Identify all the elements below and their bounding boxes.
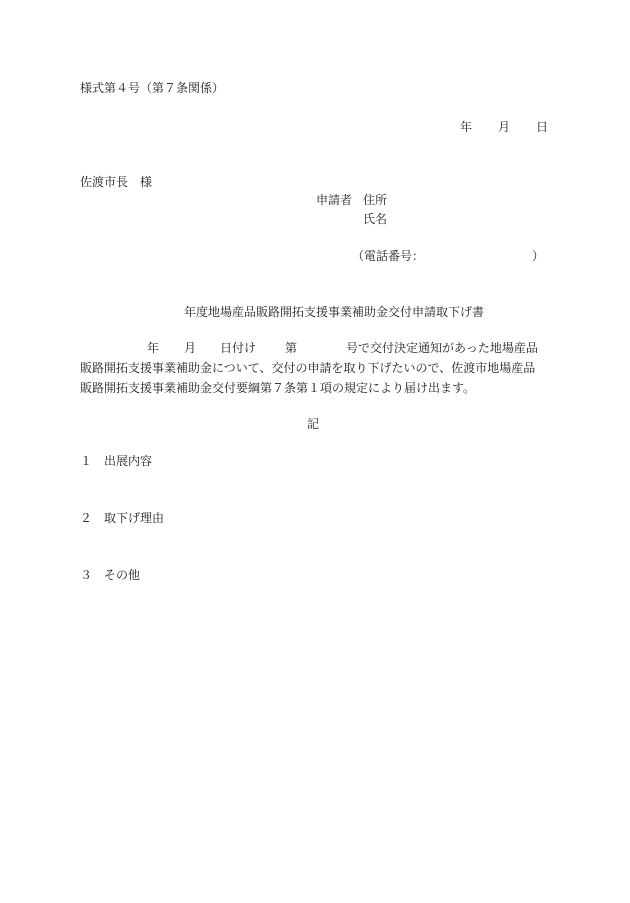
date-year-label: 年	[460, 120, 473, 134]
date-day-label: 日	[536, 120, 549, 134]
item-1-number: １	[80, 454, 93, 468]
body-dai: 第	[285, 341, 298, 355]
body-paragraph	[80, 338, 560, 398]
body-month: 月	[184, 341, 197, 355]
phone-close: ）	[532, 249, 545, 263]
body-year: 年	[147, 341, 160, 355]
address-label: 住所	[363, 193, 388, 207]
item-3-number: ３	[80, 568, 93, 582]
item-2-number: ２	[80, 511, 93, 525]
form-number: 様式第４号（第７条関係）	[80, 81, 225, 95]
item-3-label: その他	[104, 568, 141, 582]
ki-heading: 記	[307, 417, 320, 431]
phone-label: （電話番号：	[352, 249, 425, 263]
applicant-label: 申請者	[316, 193, 353, 207]
body-line1-rest: 号で交付決定通知があった地場産品	[346, 341, 538, 355]
body-line-2: 販路開拓支援事業補助金について、交付の申請を取り下げたいので、佐渡市地場産品	[80, 361, 536, 375]
body-line-1	[80, 338, 560, 358]
item-1-label: 出展内容	[104, 454, 153, 468]
addressee: 佐渡市長 様	[80, 175, 153, 189]
name-label: 氏名	[363, 212, 388, 226]
document-title: 年度地場産品販路開拓支援事業補助金交付申請取下げ書	[184, 305, 485, 319]
item-2-label: 取下げ理由	[104, 511, 165, 525]
body-line-3: 販路開拓支援事業補助金交付要綱第７条第１項の規定により届け出ます。	[80, 381, 476, 395]
body-dated: 日付け	[220, 341, 257, 355]
date-month-label: 月	[498, 120, 511, 134]
